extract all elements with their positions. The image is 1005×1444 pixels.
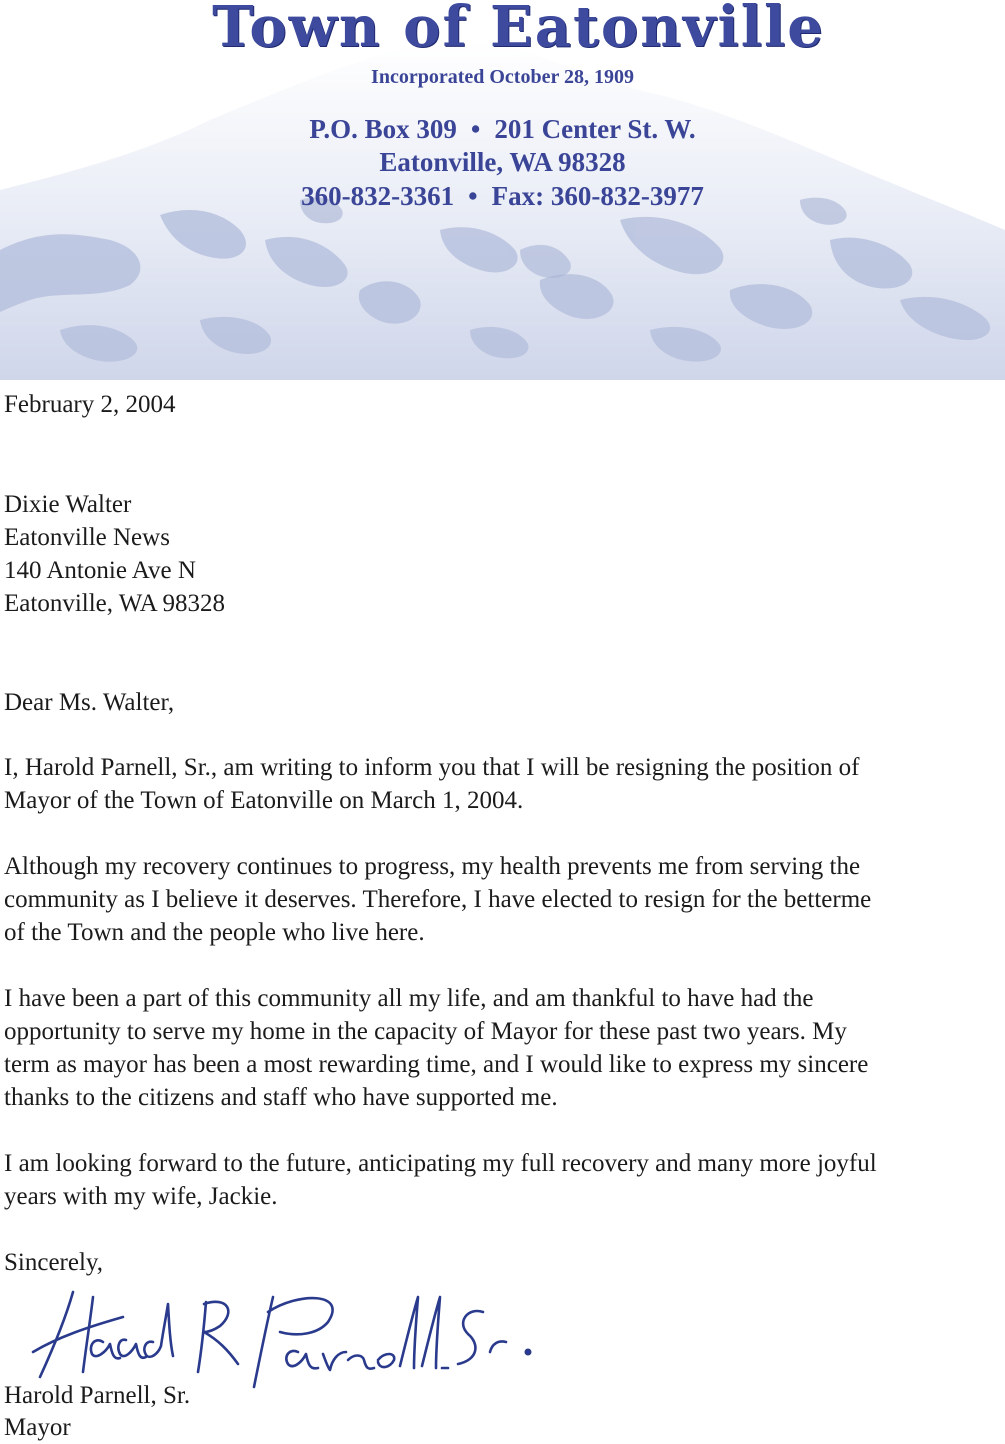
- handwritten-signature: [28, 1282, 548, 1392]
- signature-text: Harold R Parnell Sr.: [28, 1282, 37, 1283]
- recipient-city-state-zip: Eatonville, WA 98328: [4, 590, 226, 617]
- recipient-street: 140 Antonie Ave N: [4, 557, 196, 584]
- town-name-logo: Town of Eatonville: [212, 0, 825, 60]
- paragraph-line: I have been a part of this community all my life, and am thankful to have had the: [4, 985, 814, 1012]
- recipient-organization: Eatonville News: [4, 524, 170, 551]
- address-line: [0, 114, 1005, 145]
- closing: Sincerely,: [4, 1249, 104, 1276]
- paragraph-line: of the Town and the people who live here.: [4, 919, 425, 946]
- incorporation-date: Incorporated October 28, 1909: [371, 66, 634, 88]
- bullet-separator: •: [470, 114, 481, 144]
- paragraph-line: term as mayor has been a most rewarding time, and I would like to express my sincere: [4, 1051, 869, 1078]
- paragraph-line: Mayor of the Town of Eatonville on March 1, 2004.: [4, 787, 524, 814]
- letterhead: [0, 0, 1005, 380]
- letter-date: February 2, 2004: [4, 391, 176, 418]
- po-box: P.O. Box 309: [309, 114, 457, 144]
- city-state-zip: Eatonville, WA 98328: [379, 147, 626, 177]
- fax-number: Fax: 360-832-3977: [491, 181, 704, 211]
- recipient-name: Dixie Walter: [4, 491, 132, 518]
- paragraph-line: years with my wife, Jackie.: [4, 1183, 278, 1210]
- paragraph-line: community as I believe it deserves. Therefore, I have elected to resign for the betterme: [4, 886, 872, 913]
- paragraph-line: I am looking forward to the future, anticipating my full recovery and many more joyful: [4, 1150, 877, 1177]
- signer-title: Mayor: [4, 1414, 71, 1441]
- paragraph-line: thanks to the citizens and staff who have supported me.: [4, 1084, 558, 1111]
- salutation: Dear Ms. Walter,: [4, 689, 175, 716]
- signer-name: Harold Parnell, Sr.: [4, 1382, 191, 1409]
- phone-number: 360-832-3361: [301, 181, 455, 211]
- paragraph-line: I, Harold Parnell, Sr., am writing to inform you that I will be resigning the position of: [4, 754, 860, 781]
- paragraph-line: opportunity to serve my home in the capacity of Mayor for these past two years. My: [4, 1018, 847, 1045]
- bullet-separator: •: [468, 181, 478, 211]
- paragraph-line: Although my recovery continues to progress, my health prevents me from serving the: [4, 853, 861, 880]
- phone-line: [0, 181, 1005, 212]
- street-address: 201 Center St. W.: [494, 114, 696, 144]
